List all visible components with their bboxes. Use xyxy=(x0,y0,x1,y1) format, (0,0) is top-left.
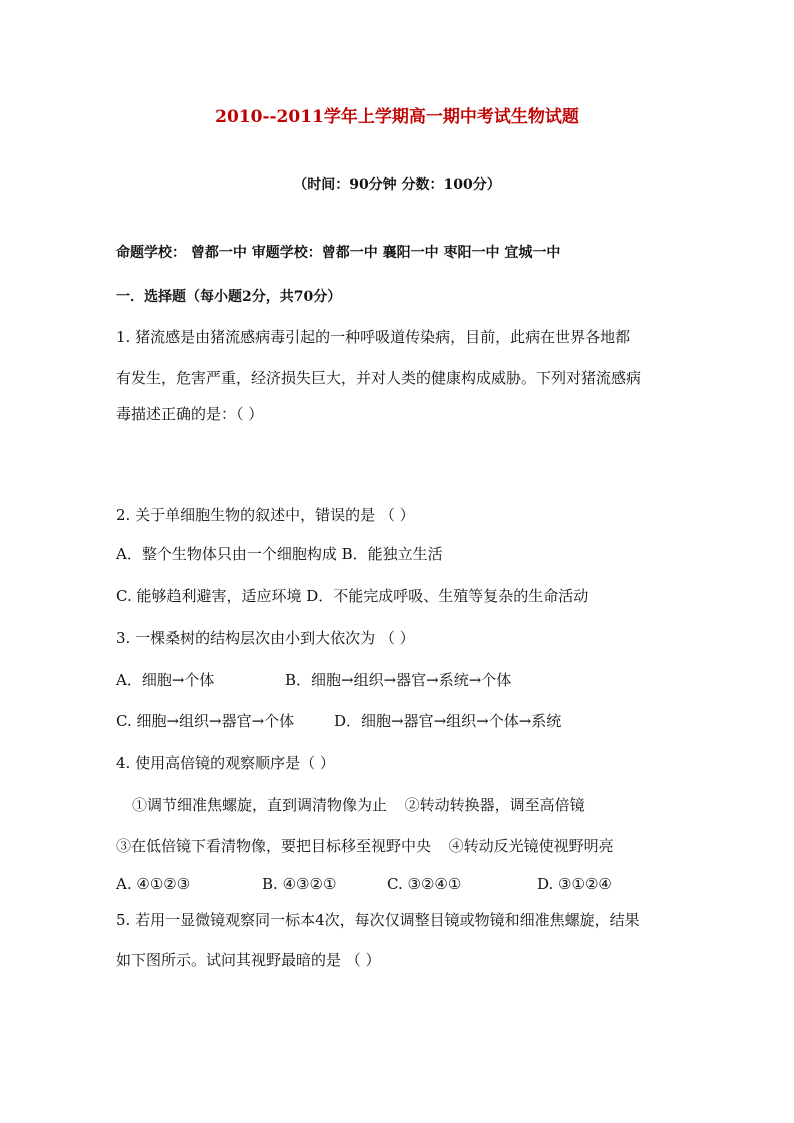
step-1-text: 调节细准焦螺旋，直到调清物像为止 xyxy=(147,796,388,814)
schools-line: 命题学校： 曾都一中 审题学校：曾都一中 襄阳一中 枣阳一中 宜城一中 xyxy=(116,245,561,261)
option-c-seq: ③②④① xyxy=(407,875,462,893)
question-4-option-b xyxy=(262,874,336,894)
step-3-text: 在低倍镜下看清物像，要把目标移至视野中央 xyxy=(131,837,432,855)
option-b-seq: ④③②① xyxy=(282,875,337,893)
step-2-text: 转动转换器，调至高倍镜 xyxy=(419,796,585,814)
question-2-stem: 2. 关于单细胞生物的叙述中，错误的是 （ ） xyxy=(116,506,415,524)
question-5-line-1: 5. 若用一显微镜观察同一标本4次，每次仅调整目镜或物镜和细准焦螺旋，结果 xyxy=(116,911,640,929)
question-4-option-c xyxy=(387,874,461,894)
step-4-text: 转动反光镜使视野明亮 xyxy=(463,837,614,855)
question-4-stem: 4. 使用高倍镜的观察顺序是（ ） xyxy=(116,754,335,772)
question-4-option-d xyxy=(537,874,612,894)
question-5-line-2: 如下图所示。试问其视野最暗的是 （ ） xyxy=(116,951,381,969)
option-a-label: A. xyxy=(116,875,132,893)
question-4-steps-line-1 xyxy=(132,795,585,815)
question-4-steps-line-2 xyxy=(116,836,614,856)
question-2-options-cd: C. 能够趋利避害，适应环境 D．不能完成呼吸、生殖等复杂的生命活动 xyxy=(116,587,589,605)
question-3-option-a: A．细胞→个体 xyxy=(116,671,215,689)
option-a-seq: ④①②③ xyxy=(136,875,191,893)
step-marker-3: ③ xyxy=(116,837,132,855)
step-marker-4: ④ xyxy=(448,837,464,855)
page-title: 2010--2011学年上学期高一期中考试生物试题 xyxy=(215,107,579,127)
question-4-option-a xyxy=(116,874,190,894)
step-marker-1: ① xyxy=(132,796,148,814)
option-b-label: B. xyxy=(262,875,278,893)
section-heading: 一．选择题（每小题2分，共70分） xyxy=(116,289,342,305)
question-3-option-c: C. 细胞→组织→器官→个体 xyxy=(116,712,295,730)
question-3-stem: 3. 一棵桑树的结构层次由小到大依次为 （ ） xyxy=(116,629,415,647)
question-1-line-2: 有发生，危害严重，经济损失巨大，并对人类的健康构成威胁。下列对猪流感病 xyxy=(116,369,642,387)
option-c-label: C. xyxy=(387,875,403,893)
question-3-option-b: B．细胞→组织→器官→系统→个体 xyxy=(285,671,512,689)
option-d-label: D. xyxy=(537,875,554,893)
option-d-seq: ③①②④ xyxy=(558,875,612,893)
question-1-line-3: 毒描述正确的是：（ ） xyxy=(116,405,264,423)
question-2-options-ab: A．整个生物体只由一个细胞构成 B．能独立生活 xyxy=(116,545,443,563)
question-3-option-d: D．细胞→器官→组织→个体→系统 xyxy=(334,712,562,730)
question-1-line-1: 1. 猪流感是由猪流感病毒引起的一种呼吸道传染病，目前，此病在世界各地都 xyxy=(116,328,631,346)
exam-info: （时间：90分钟 分数：100分） xyxy=(293,177,501,193)
step-marker-2: ② xyxy=(404,796,420,814)
